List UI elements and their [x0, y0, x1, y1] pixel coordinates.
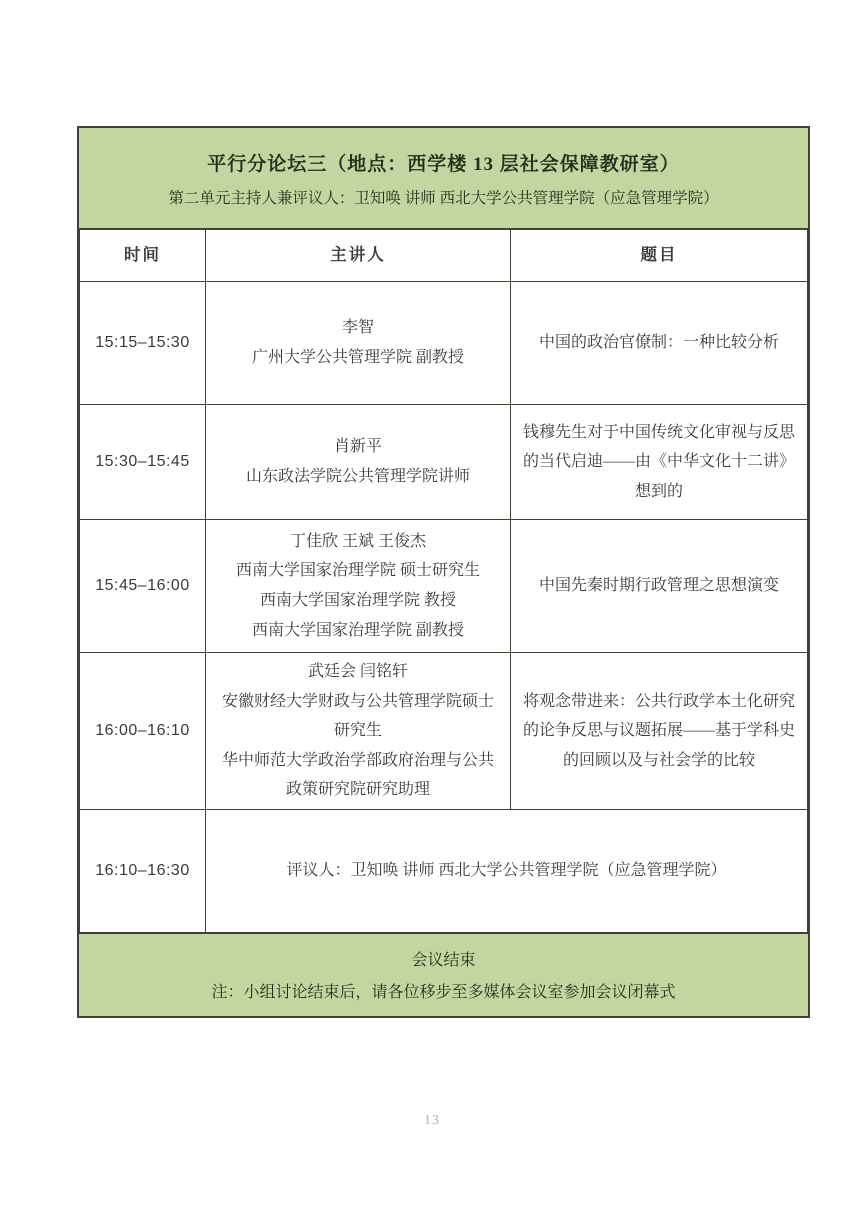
table-header-row [80, 230, 808, 282]
forum-title: 平行分论坛三（地点：西学楼 13 层社会保障教研室） [207, 153, 680, 175]
time-cell: 15:15–15:30 [80, 282, 206, 405]
discussant-cell: 评议人：卫知唤 讲师 西北大学公共管理学院（应急管理学院） [206, 809, 808, 932]
speaker-cell [206, 405, 511, 520]
topic-cell: 中国先秦时期行政管理之思想演变 [511, 520, 808, 653]
speaker-affiliation: 安徽财经大学财政与公共管理学院硕士研究生 [221, 692, 494, 740]
discussion-row [80, 809, 808, 932]
column-header-speaker: 主讲人 [206, 230, 511, 282]
forum-header-band [79, 128, 808, 229]
speaker-affiliation: 西南大学国家治理学院 副教授 [251, 621, 464, 639]
time-cell: 16:00–16:10 [80, 653, 206, 810]
column-header-topic: 题目 [511, 230, 808, 282]
speaker-affiliation: 西南大学国家治理学院 教授 [259, 592, 456, 609]
speaker-name: 丁佳欣 王斌 王俊杰 [289, 532, 426, 550]
table-row [80, 405, 808, 520]
table-row [80, 520, 808, 653]
column-header-time: 时间 [80, 230, 206, 282]
closing-band [79, 933, 808, 1016]
time-cell: 16:10–16:30 [80, 809, 206, 932]
forum-subtitle: 第二单元主持人兼评议人：卫知唤 讲师 西北大学公共管理学院（应急管理学院） [168, 189, 719, 207]
schedule-table [77, 126, 810, 1018]
speaker-cell [206, 653, 511, 810]
time-cell: 15:30–15:45 [80, 405, 206, 520]
speaker-cell [206, 282, 511, 405]
closing-note: 注：小组讨论结束后，请各位移步至多媒体会议室参加会议闭幕式 [211, 984, 676, 1002]
time-cell: 15:45–16:00 [80, 520, 206, 653]
meeting-end-label: 会议结束 [411, 952, 476, 970]
speaker-affiliation: 西南大学国家治理学院 硕士研究生 [235, 562, 480, 580]
speaker-affiliation: 山东政法学院公共管理学院讲师 [245, 468, 470, 485]
session-table [79, 229, 808, 933]
topic-cell: 中国的政治官僚制：一种比较分析 [511, 282, 808, 405]
topic-cell: 将观念带进来：公共行政学本土化研究的论争反思与议题拓展——基于学科史的回顾以及与社会学的比较 [511, 653, 808, 810]
speaker-name: 武廷会 闫铭轩 [307, 663, 408, 680]
speaker-affiliation: 华中师范大学政治学部政府治理与公共政策研究院研究助理 [221, 751, 494, 799]
speaker-cell [206, 520, 511, 653]
speaker-name: 肖新平 [333, 438, 382, 456]
table-row [80, 653, 808, 810]
speaker-name: 李智 [341, 319, 374, 337]
speaker-affiliation: 广州大学公共管理学院 副教授 [251, 349, 464, 366]
page-number: 13 [424, 1113, 440, 1128]
table-row [80, 282, 808, 405]
topic-cell: 钱穆先生对于中国传统文化审视与反思的当代启迪——由《中华文化十二讲》想到的 [511, 405, 808, 520]
